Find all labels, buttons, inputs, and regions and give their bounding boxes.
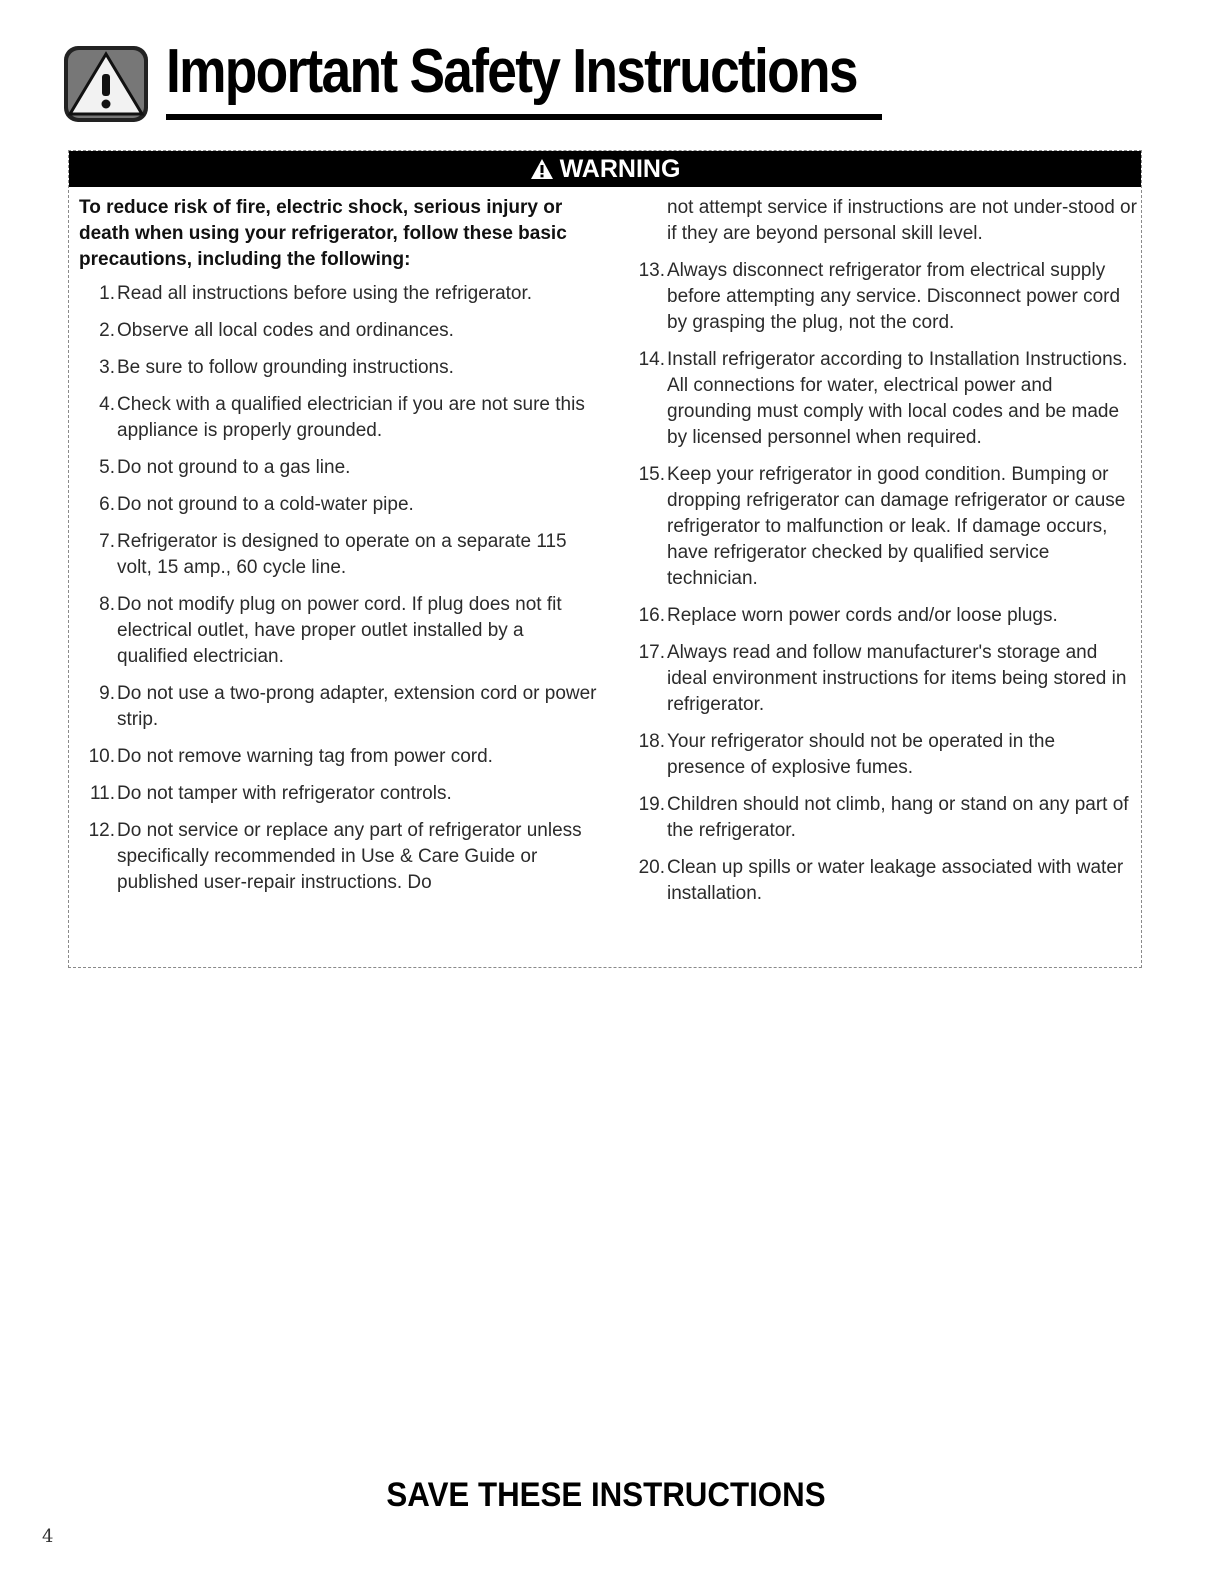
save-instructions-heading: SAVE THESE INSTRUCTIONS	[386, 1476, 826, 1514]
precaution-number: 4.	[99, 394, 115, 415]
precaution-number: 13.	[638, 260, 665, 281]
precaution-text: Do not ground to a cold-water pipe.	[117, 494, 414, 515]
precaution-item	[79, 281, 599, 307]
precaution-item	[79, 744, 599, 770]
precaution-item	[79, 592, 599, 670]
warning-banner	[69, 151, 1141, 187]
precaution-number: 1.	[99, 283, 115, 304]
precaution-list-left	[79, 281, 599, 896]
precaution-number: 12.	[88, 820, 115, 841]
precaution-item	[79, 529, 599, 581]
precaution-number: 5.	[99, 457, 115, 478]
precaution-text: Do not tamper with refrigerator controls.	[117, 783, 452, 804]
precaution-text: Do not remove warning tag from power cord.	[117, 746, 493, 767]
precaution-number: 19.	[638, 794, 665, 815]
precaution-text: Do not modify plug on power cord. If plug does not fit electrical outlet, have proper outlet installed by a qualified electrician.	[117, 594, 562, 667]
precaution-item	[79, 781, 599, 807]
precaution-number: 14.	[638, 349, 665, 370]
precaution-number: 9.	[99, 683, 115, 704]
precaution-item	[631, 258, 1137, 336]
precaution-text: Do not use a two-prong adapter, extension cord or power strip.	[117, 683, 597, 730]
precaution-text: Install refrigerator according to Installation Instructions. All connections for water, electrical power and grounding must comply with local codes and be made by licensed personnel when required.	[667, 349, 1128, 448]
precaution-text: Do not ground to a gas line.	[117, 457, 351, 478]
precaution-item	[631, 792, 1137, 844]
precaution-text: Your refrigerator should not be operated in the presence of explosive fumes.	[667, 731, 1056, 778]
precaution-item	[79, 681, 599, 733]
precaution-number: 6.	[99, 494, 115, 515]
precaution-item	[79, 392, 599, 444]
precaution-text: Check with a qualified electrician if you are not sure this appliance is properly grounded.	[117, 394, 585, 441]
precaution-text: Keep your refrigerator in good condition. Bumping or dropping refrigerator can damage refrigerator or cause refrigerator to malfunction or leak. If damage occurs, have refrigerator checked by qualified service technician.	[667, 464, 1126, 589]
precaution-number: 18.	[638, 731, 665, 752]
precaution-item	[79, 492, 599, 518]
precaution-number: 17.	[638, 642, 665, 663]
precaution-item	[79, 355, 599, 381]
precaution-number: 10.	[88, 746, 115, 767]
warning-label: WARNING	[559, 154, 681, 183]
precaution-item	[631, 729, 1137, 781]
precaution-item	[79, 455, 599, 481]
warning-triangle-icon	[64, 46, 148, 122]
precaution-number: 3.	[99, 357, 115, 378]
precaution-text: Replace worn power cords and/or loose plugs.	[667, 605, 1058, 626]
precaution-item	[631, 462, 1137, 592]
precaution-number: 8.	[99, 594, 115, 615]
precaution-item	[631, 640, 1137, 718]
warning-right-column	[631, 195, 1137, 918]
precaution-number: 16.	[638, 605, 665, 626]
precaution-text: Do not service or replace any part of refrigerator unless specifically recommended in Use & Care Guide or published user-repair instructions. Do	[117, 820, 582, 893]
precaution-number: 20.	[638, 857, 665, 878]
precaution-number: 7.	[99, 531, 115, 552]
precaution-number: 15.	[638, 464, 665, 485]
precaution-item	[79, 818, 599, 896]
page-title: Important Safety Instructions	[166, 37, 857, 106]
precaution-number: 11.	[89, 783, 115, 804]
precaution-item	[79, 318, 599, 344]
precaution-item	[631, 347, 1137, 451]
page-number: 4	[42, 1526, 54, 1547]
precaution-text: Observe all local codes and ordinances.	[117, 320, 454, 341]
title-underline	[166, 114, 882, 120]
precaution-text: Always disconnect refrigerator from electrical supply before attempting any service. Disconnect power cord by grasping the plug, not the cord.	[667, 260, 1121, 333]
warning-left-column	[79, 195, 599, 907]
page-header	[64, 37, 857, 122]
warning-intro: To reduce risk of fire, electric shock, serious injury or death when using your refrigerator, follow these basic precautions, including the following:	[79, 197, 567, 270]
precaution-text: Refrigerator is designed to operate on a separate 115 volt, 15 amp., 60 cycle line.	[117, 531, 567, 578]
precaution-text: Clean up spills or water leakage associated with water installation.	[667, 857, 1124, 904]
precaution-text: Read all instructions before using the refrigerator.	[117, 283, 533, 304]
precaution-continuation: not attempt service if instructions are not under-stood or if they are beyond personal skill level.	[667, 197, 1137, 244]
precaution-list-right	[631, 258, 1137, 907]
precaution-item	[631, 855, 1137, 907]
precaution-text: Children should not climb, hang or stand on any part of the refrigerator.	[667, 794, 1129, 841]
warning-triangle-icon	[530, 158, 554, 180]
precaution-text: Always read and follow manufacturer's storage and ideal environment instructions for items being stored in refrigerator.	[667, 642, 1127, 715]
precaution-text: Be sure to follow grounding instructions.	[117, 357, 454, 378]
precaution-item	[631, 603, 1137, 629]
warning-box	[68, 150, 1142, 968]
precaution-number: 2.	[99, 320, 115, 341]
